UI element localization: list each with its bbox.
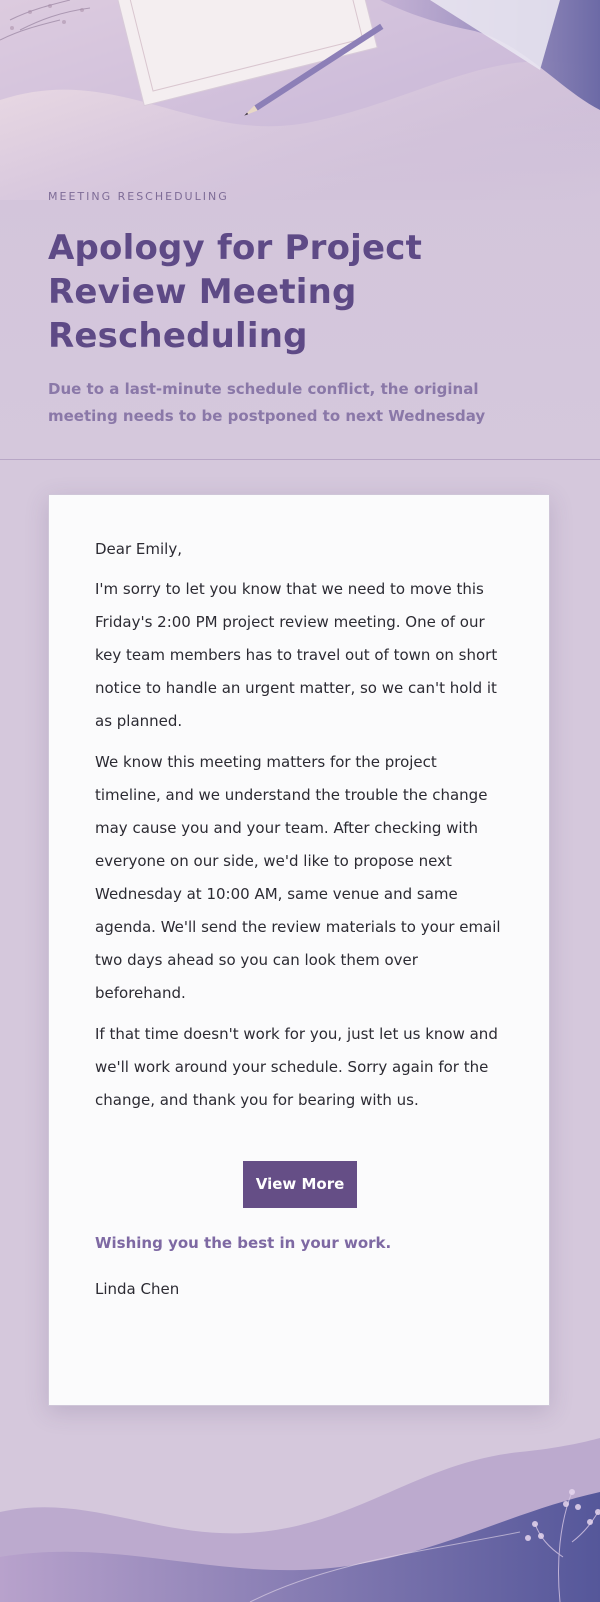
cta-wrapper <box>95 1161 505 1208</box>
letter-signature: Linda Chen <box>95 1280 180 1298</box>
letter-paragraph: We know this meeting matters for the project timeline, and we understand the trouble the change may cause you and your team. After checking with everyone on our side, we'd like to propose next Wednesday at 10:00 AM, same venue and same agenda. We'll send the review materials to your email two days ahead so you can look them over beforehand. <box>95 753 501 1002</box>
hero-section <box>48 190 548 430</box>
section-divider <box>0 459 600 460</box>
letter-paragraph: I'm sorry to let you know that we need to move this Friday's 2:00 PM project review meeting. One of our key team members has to travel out of town on short notice to handle an urgent matter, so we can't hold it as planned. <box>95 580 498 730</box>
letter-paragraph: If that time doesn't work for you, just let us know and we'll work around your schedule. Sorry again for the change, and thank you for bearing with us. <box>95 1025 498 1109</box>
letter-closing: Wishing you the best in your work. <box>95 1234 392 1252</box>
letter-card <box>48 494 550 1406</box>
letter-body <box>95 533 505 1302</box>
page-title: Apology for Project Review Meeting Rescheduling <box>48 228 423 356</box>
letter-greeting: Dear Emily, <box>95 540 182 558</box>
page-subtitle: Due to a last-minute schedule conflict, the original meeting needs to be postponed to next Wednesday <box>48 380 486 425</box>
view-more-button[interactable]: View More <box>243 1161 357 1208</box>
eyebrow-label: MEETING RESCHEDULING <box>48 190 229 203</box>
